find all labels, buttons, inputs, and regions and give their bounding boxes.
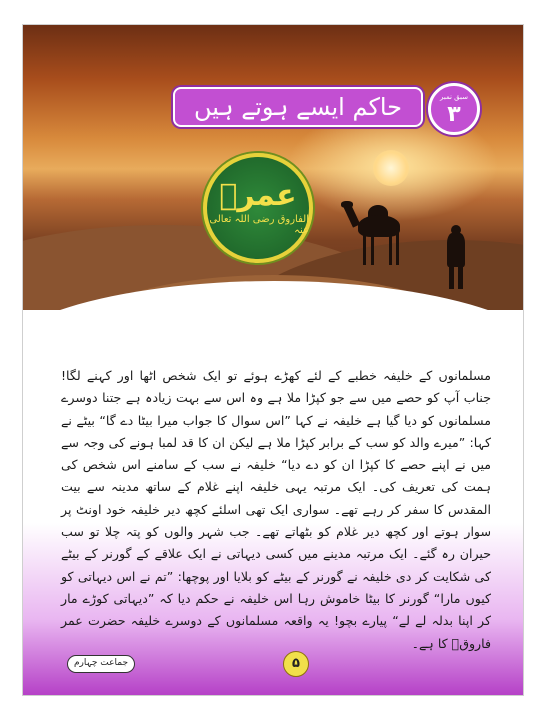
calligraphy-emblem — [203, 153, 313, 263]
lesson-number-label: سبق نمبر — [439, 93, 468, 101]
camel-leg — [389, 233, 392, 265]
desert-banner-image — [23, 25, 524, 325]
camel-leg — [396, 233, 399, 265]
traveler-silhouette — [458, 263, 463, 289]
lesson-number-badge — [428, 83, 480, 135]
emblem-honorific: الفاروق رضی اللہ تعالی عنہ — [209, 214, 309, 236]
emblem-name: عمرؓ — [219, 178, 297, 213]
camel-leg — [363, 233, 366, 265]
camel-silhouette — [341, 201, 353, 208]
textbook-page — [22, 24, 524, 696]
traveler-silhouette — [447, 233, 465, 267]
lesson-title: حاکم ایسے ہوتے ہیں — [173, 87, 423, 127]
page-number: ۵ — [283, 651, 309, 677]
story-paragraph: مسلمانوں کے خلیفہ خطبے کے لئے کھڑے ہوئے تو ایک شخص اٹھا اور کہنے لگا! جناب آپ کو حصے میں سے جو کپڑا ملا ہے وہ اس سے بہت زیادہ ہے جتنا دوسرے مسلمانوں کو دیا گیا ہے خلیفہ نے کہا ”اس سوال کا جواب میرا بیٹا دے گا“ بیٹے نے کہا: ”میرے والد کو سب کے برابر کپڑا ملا ہے لیکن ان کا قد لمبا ہونے کی وجہ سے میں نے اپنے حصے کا کپڑا ان کو دے دیا“ خلیفہ نے سب کے سامنے اس شخص کی ہمت کی تعریف کی۔ ایک مرتبہ یہی خلیفہ اپنے غلام کے ساتھ مدینہ سے بیت المقدس کا سفر کر رہے تھے۔ سواری ایک تھی اسلئے کچھ دیر خلیفہ خود اونٹ پر سوار ہوتے اور کچھ دیر غلام کو بٹھاتے تھے۔ جب شہر والوں کو پتہ چلا تو سب حیران رہ گئے۔ ایک مرتبہ مدینے میں کسی دیہاتی نے ایک علاقے کے گورنر کے بیٹے کی شکایت کر دی خلیفہ نے گورنر کے بیٹے کو بلایا اور پوچھا: ”تم نے اس دیہاتی کو کیوں مارا“ گورنر کا بیٹا خاموش رہا اس خلیفہ نے حکم دیا کہ ”دیہاتی کوڑے مار کر اپنا بدلہ لے لے“ پیارے بچو! یہ واقعہ مسلمانوں کے دوسرے خلیفہ حضرت عمر فاروقؓ کا ہے۔ — [61, 368, 491, 651]
lesson-number: ۳ — [447, 102, 461, 127]
grade-badge: جماعت چہارم — [67, 655, 135, 673]
traveler-silhouette — [449, 263, 454, 289]
sun — [373, 150, 409, 186]
camel-leg — [371, 233, 374, 265]
